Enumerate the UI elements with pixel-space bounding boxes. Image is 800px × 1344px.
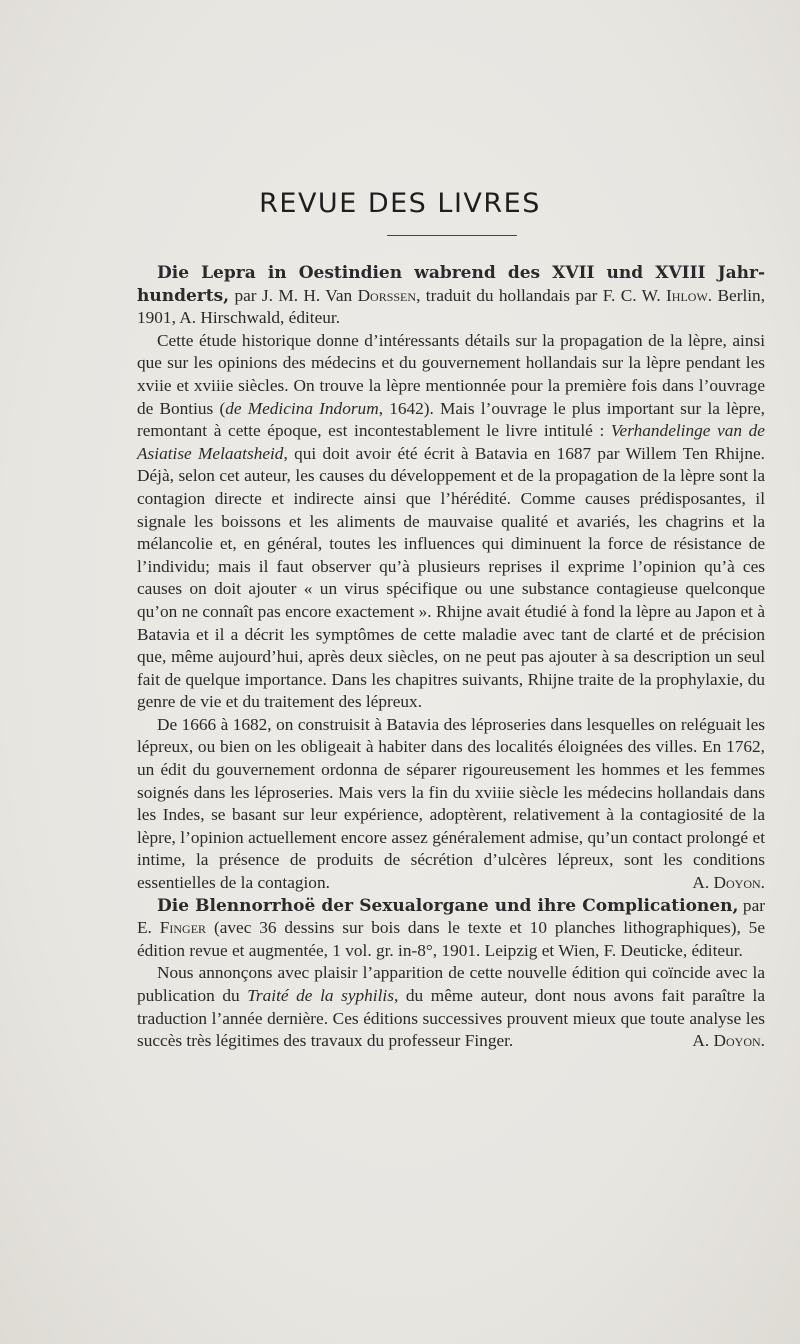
review-2-paragraph-1: Nous annonçons avec plaisir l’apparition de cette nouvelle édition qui coïncide avec la publication du Traité de la syphilis, du même auteur, dont nous avons fait paraître la traduction l’année dernière. Ces éditions successives prouvent mieux que toute analyse les succès très légitimes des travaux du professeur Finger. A. Doyon. [137, 962, 765, 1052]
review-1-paragraph-1: Cette étude historique donne d’intéressants détails sur la propagation de la lèpre, ainsi que sur les opinions des médecins et du gouvernement hollandais sur la lèpre pendant les xviie et xviiie siècles. On trouve la lèpre mentionnée pour la première fois dans l’ouvrage de Bontius (de Medicina Indorum, 1642). Mais l’ouvrage le plus important sur la lèpre, remontant à cette époque, est incontestablement le livre intitulé : Verhandelinge van de Asiatise Melaatsheid, qui doit avoir été écrit à Batavia en 1687 par Willem Ten Rhijne. Déjà, selon cet auteur, les causes du développement et de la propagation de la lèpre sont la contagion directe et indirecte ainsi que l’hérédité. Comme causes prédisposantes, il signale les boissons et les aliments de mauvaise qualité et avariés, les chagrins et la mélancolie et, en général, toutes les influences qui diminuent la force de résistance de l’individu; mais il faut observer qu’à plusieurs reprises il exprime l’opinion qu’à ces causes on doit ajouter « un virus spécifique ou une substance contagieuse quelconque qu’on ne connaît pas encore exactement ». Rhijne avait étudié à fond la lèpre au Japon et à Batavia et il a décrit les symptômes de cette maladie avec tant de clarté et de précision que, même aujourd’hui, après deux siècles, on ne peut pas ajouter à sa description un seul fait de quelque importance. Dans les chapitres suivants, Rhijne traite de la prophylaxie, du genre de vie et du traitement des lépreux. [137, 330, 766, 712]
review-1-reference [137, 262, 765, 330]
page-title: REVUE DES LIVRES [259, 188, 541, 219]
article-body [137, 262, 765, 1053]
review-2-signature: A. Doyon. [692, 1031, 765, 1051]
review-2-ref-rest: (avec 36 dessins sur bois dans le texte et 10 planches lithographiques), 5e édition revue et augmentée, 1 vol. gr. in-8°, 1901. Leipzig et Wien, F. Deuticke, éditeur. [137, 918, 765, 960]
review-1-ref-trad: , traduit du hollandais par F. C. W. [416, 285, 661, 305]
review-2-italic-title: Traité de la syphilis [247, 986, 394, 1005]
review-1-ref-par: par J. M. H. Van [234, 285, 353, 305]
review-1-ref-pub: . Berlin, 1901, A. Hirschwald, éditeur. [137, 285, 766, 328]
review-1-italic-title-1: de Medicina Indorum [225, 398, 379, 418]
title-rule [387, 235, 517, 236]
review-1-paragraph-2: De 1666 à 1682, on construisit à Batavia des léproseries dans lesquelles on reléguait les lépreux, ou bien on les obligeait à habiter dans des localités éloignées des villes. En 1762, un édit du gouvernement ordonna de séparer rigoureusement les hommes et les femmes soignés dans les léproseries. Mais vers la fin du xviiie siècle les médecins hollandais dans les Indes, se basant sur leur expérience, adoptèrent, relativement à la contagiosité de la lèpre, l’opinion actuellement encore assez généralement admise, qu’un contact prolongé et intime, la présence de produits de sécrétion d’ulcères lépreux, sont les conditions essentielles de la contagion. A. Doyon. [137, 714, 765, 895]
review-2-reference [137, 895, 765, 963]
review-2-ref-par: par E. [137, 895, 765, 938]
review-1-translator: Ihlow [666, 285, 708, 305]
review-2-heading: Die Blennorrhoë der Sexualorgane und ihre Complicationen, [157, 895, 739, 916]
review-1-signature: A. Doyon. [692, 873, 765, 893]
review-1-heading: Die Lepra in Oestindien wabrend des XVII und XVIII Jahr-hunderts, [137, 263, 765, 306]
review-1-italic-title-2: Verhandelinge van de Asiatise Melaatsheid [137, 421, 765, 463]
review-1-author: Dorssen [357, 285, 417, 305]
review-2-author: Finger [159, 918, 207, 938]
